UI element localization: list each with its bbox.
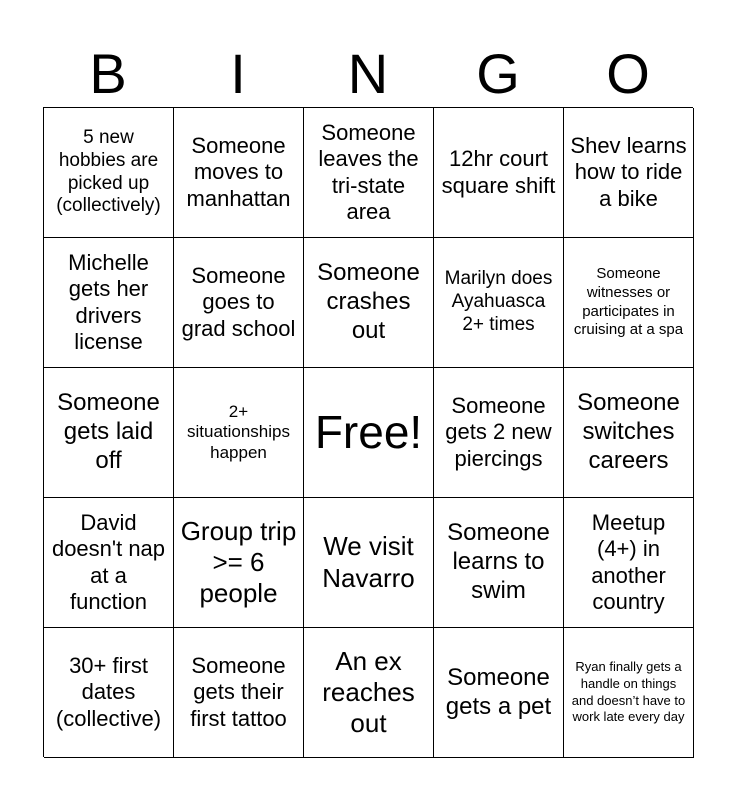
bingo-cell[interactable]: [564, 498, 694, 628]
cell-text: Someone gets laid off: [57, 389, 160, 474]
bingo-cell[interactable]: [434, 368, 564, 498]
bingo-cell[interactable]: [304, 498, 434, 628]
header-letter-b: B: [89, 42, 127, 105]
cell-text: David doesn't nap at a function: [51, 509, 166, 614]
bingo-cell[interactable]: [434, 498, 564, 628]
cell-text: Someone gets 2 new piercings: [445, 392, 552, 471]
bingo-cell[interactable]: [304, 628, 434, 758]
header-letter-g: G: [476, 42, 520, 105]
cell-text: Group trip >= 6 people: [180, 515, 297, 609]
bingo-cell[interactable]: [44, 498, 174, 628]
cell-text: Michelle gets her drivers license: [68, 249, 149, 354]
header-letter-i: I: [230, 42, 246, 105]
bingo-cell[interactable]: [434, 238, 564, 368]
cell-text: Free!: [314, 405, 423, 458]
bingo-cell[interactable]: [174, 498, 304, 628]
cell-text: An ex reaches out: [322, 645, 415, 739]
cell-text: Someone gets their first tattoo: [190, 652, 287, 731]
bingo-cell[interactable]: [304, 238, 434, 368]
bingo-cell[interactable]: [44, 628, 174, 758]
cell-text: Someone switches careers: [577, 389, 680, 474]
bingo-cell[interactable]: [564, 368, 694, 498]
bingo-cell[interactable]: [434, 108, 564, 238]
bingo-cell[interactable]: [564, 628, 694, 758]
bingo-cell[interactable]: [434, 628, 564, 758]
free-space-cell[interactable]: [304, 368, 434, 498]
bingo-cell[interactable]: [44, 368, 174, 498]
bingo-cell[interactable]: [174, 108, 304, 238]
bingo-grid: [43, 107, 693, 757]
bingo-cell[interactable]: [44, 238, 174, 368]
cell-text: Ryan finally gets a handle on things and doesn’t have to work late every day: [571, 658, 686, 725]
cell-text: 5 new hobbies are picked up (collectively): [56, 126, 161, 217]
bingo-cell[interactable]: [564, 238, 694, 368]
bingo-cell[interactable]: [174, 628, 304, 758]
cell-text: We visit Navarro: [322, 531, 415, 593]
cell-text: 12hr court square shift: [441, 146, 556, 198]
cell-text: Someone gets a pet: [445, 663, 552, 720]
cell-text: Someone leaves the tri-state area: [318, 119, 419, 224]
cell-text: Someone moves to manhattan: [186, 132, 291, 211]
bingo-cell[interactable]: [44, 108, 174, 238]
cell-text: Someone goes to grad school: [181, 262, 296, 341]
cell-text: Marilyn does Ayahuasca 2+ times: [444, 268, 553, 335]
bingo-cell[interactable]: [304, 108, 434, 238]
cell-text: Someone learns to swim: [447, 519, 550, 604]
cell-text: 30+ first dates (collective): [55, 652, 162, 731]
bingo-cell[interactable]: [174, 368, 304, 498]
cell-text: Someone witnesses or participates in cruising at a spa: [573, 265, 684, 339]
cell-text: Meetup (4+) in another country: [591, 509, 666, 614]
cell-text: Shev learns how to ride a bike: [570, 132, 687, 211]
cell-text: Someone crashes out: [317, 259, 420, 344]
bingo-header: [43, 40, 693, 108]
bingo-cell[interactable]: [564, 108, 694, 238]
cell-text: 2+ situationships happen: [186, 401, 290, 462]
header-letter-n: N: [347, 42, 389, 105]
header-letter-o: O: [606, 42, 650, 105]
bingo-cell[interactable]: [174, 238, 304, 368]
